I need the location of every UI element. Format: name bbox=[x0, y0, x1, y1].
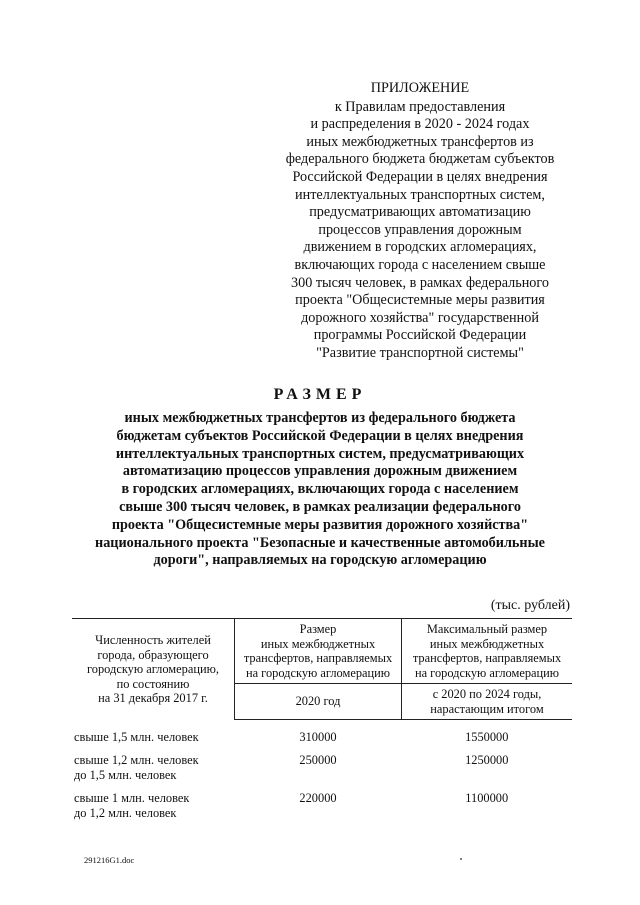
value-max-cell: 1250000 bbox=[465, 753, 509, 767]
appendix-line: иных межбюджетных трансфертов из bbox=[306, 133, 534, 150]
subheading-line: национального проекта "Безопасные и качественные автомобильные bbox=[95, 534, 545, 551]
document-subheading bbox=[72, 410, 568, 570]
population-category-line: свыше 1 млн. человек bbox=[74, 791, 190, 805]
population-category-line: свыше 1,2 млн. человек bbox=[74, 753, 199, 767]
appendix-line: процессов управления дорожным bbox=[318, 221, 522, 238]
header-line: на городскую агломерацию bbox=[414, 665, 560, 680]
document-file-id: 291216G1.doc bbox=[84, 855, 135, 865]
subheading-line: интеллектуальных транспортных систем, предусматривающих bbox=[115, 445, 525, 462]
header-line: с 2020 по 2024 годы, bbox=[432, 687, 542, 701]
subheading-line: дороги", направляемых на городскую агломерацию bbox=[153, 552, 487, 569]
units-label: (тыс. рублей) bbox=[490, 598, 570, 613]
document-heading: РАЗМЕР bbox=[273, 386, 367, 403]
appendix-line: к Правилам предоставления bbox=[334, 98, 506, 115]
header-line: городскую агломерацию, bbox=[87, 662, 219, 676]
header-line: иных межбюджетных bbox=[260, 636, 376, 651]
population-category-cell bbox=[72, 730, 235, 753]
transfer-table bbox=[72, 618, 572, 829]
subheading-line: автоматизацию процессов управления дорожным движением bbox=[122, 463, 518, 480]
value-2020-cell: 310000 bbox=[299, 730, 337, 744]
appendix-lines bbox=[258, 99, 582, 363]
column-header-population bbox=[72, 619, 235, 720]
appendix-line: проекта "Общесистемные меры развития bbox=[295, 292, 545, 309]
header-line: на 31 декабря 2017 г. bbox=[98, 691, 208, 705]
appendix-line: движением в городских агломерациях, bbox=[303, 239, 537, 256]
appendix-line: Российской Федерации в целях внедрения bbox=[292, 168, 548, 185]
appendix-line: федерального бюджета бюджетам субъектов bbox=[285, 151, 555, 168]
header-line: нарастающим итогом bbox=[430, 701, 544, 716]
value-2020-cell: 220000 bbox=[299, 791, 337, 805]
header-line: иных межбюджетных bbox=[429, 636, 545, 651]
subheading-line: свыше 300 тысяч человек, в рамках реализации федерального bbox=[119, 498, 521, 515]
value-max-cell: 1100000 bbox=[465, 791, 509, 805]
appendix-line: 300 тысяч человек, в рамках федерального bbox=[291, 274, 549, 291]
appendix-title: ПРИЛОЖЕНИЕ bbox=[370, 80, 470, 96]
header-line: трансфертов, направляемых bbox=[243, 651, 393, 665]
population-category-line: свыше 1,5 млн. человек bbox=[74, 730, 199, 744]
population-category-line: до 1,2 млн. человек bbox=[74, 806, 177, 820]
header-line: трансфертов, направляемых bbox=[412, 651, 562, 665]
subheader-year-2020: 2020 год bbox=[235, 684, 402, 720]
column-header-size-2020 bbox=[235, 619, 402, 684]
subheading-line: в городских агломерациях, включающих города с населением bbox=[121, 481, 519, 498]
population-category-cell bbox=[72, 753, 235, 791]
header-line: Численность жителей bbox=[95, 633, 211, 647]
appendix-line: интеллектуальных транспортных систем, bbox=[295, 186, 545, 203]
column-header-max-size bbox=[402, 619, 573, 684]
page-mark bbox=[460, 858, 462, 860]
population-category-cell bbox=[72, 791, 235, 829]
appendix-line: программы Российской Федерации bbox=[313, 327, 527, 344]
value-2020-cell: 250000 bbox=[299, 753, 337, 767]
population-category-line: до 1,5 млн. человек bbox=[74, 768, 177, 782]
subheading-line: проекта "Общесистемные меры развития дорожного хозяйства" bbox=[111, 516, 529, 533]
value-max-cell: 1550000 bbox=[465, 730, 509, 744]
subheading-line: иных межбюджетных трансфертов из федерального бюджета bbox=[124, 410, 516, 426]
subheading-line: бюджетам субъектов Российской Федерации в целях внедрения bbox=[116, 427, 524, 444]
appendix-line: и распределения в 2020 - 2024 годах bbox=[310, 116, 530, 133]
header-line: на городскую агломерацию bbox=[245, 665, 391, 680]
header-line: Размер bbox=[299, 622, 337, 636]
appendix-line: включающих города с населением свыше bbox=[294, 256, 546, 273]
appendix-line: "Развитие транспортной системы" bbox=[316, 344, 524, 361]
table-row bbox=[72, 730, 572, 753]
appendix-line: предусматривающих автоматизацию bbox=[309, 204, 531, 221]
table-row bbox=[72, 753, 572, 791]
header-line: Максимальный размер bbox=[426, 622, 548, 636]
table-row bbox=[72, 791, 572, 829]
table-body bbox=[72, 720, 572, 830]
header-line: города, образующего bbox=[97, 647, 209, 662]
header-line: по состоянию bbox=[116, 676, 190, 691]
subheader-cumulative bbox=[402, 684, 573, 720]
appendix-line: дорожного хозяйства" государственной bbox=[301, 309, 539, 326]
appendix-block bbox=[258, 80, 582, 363]
